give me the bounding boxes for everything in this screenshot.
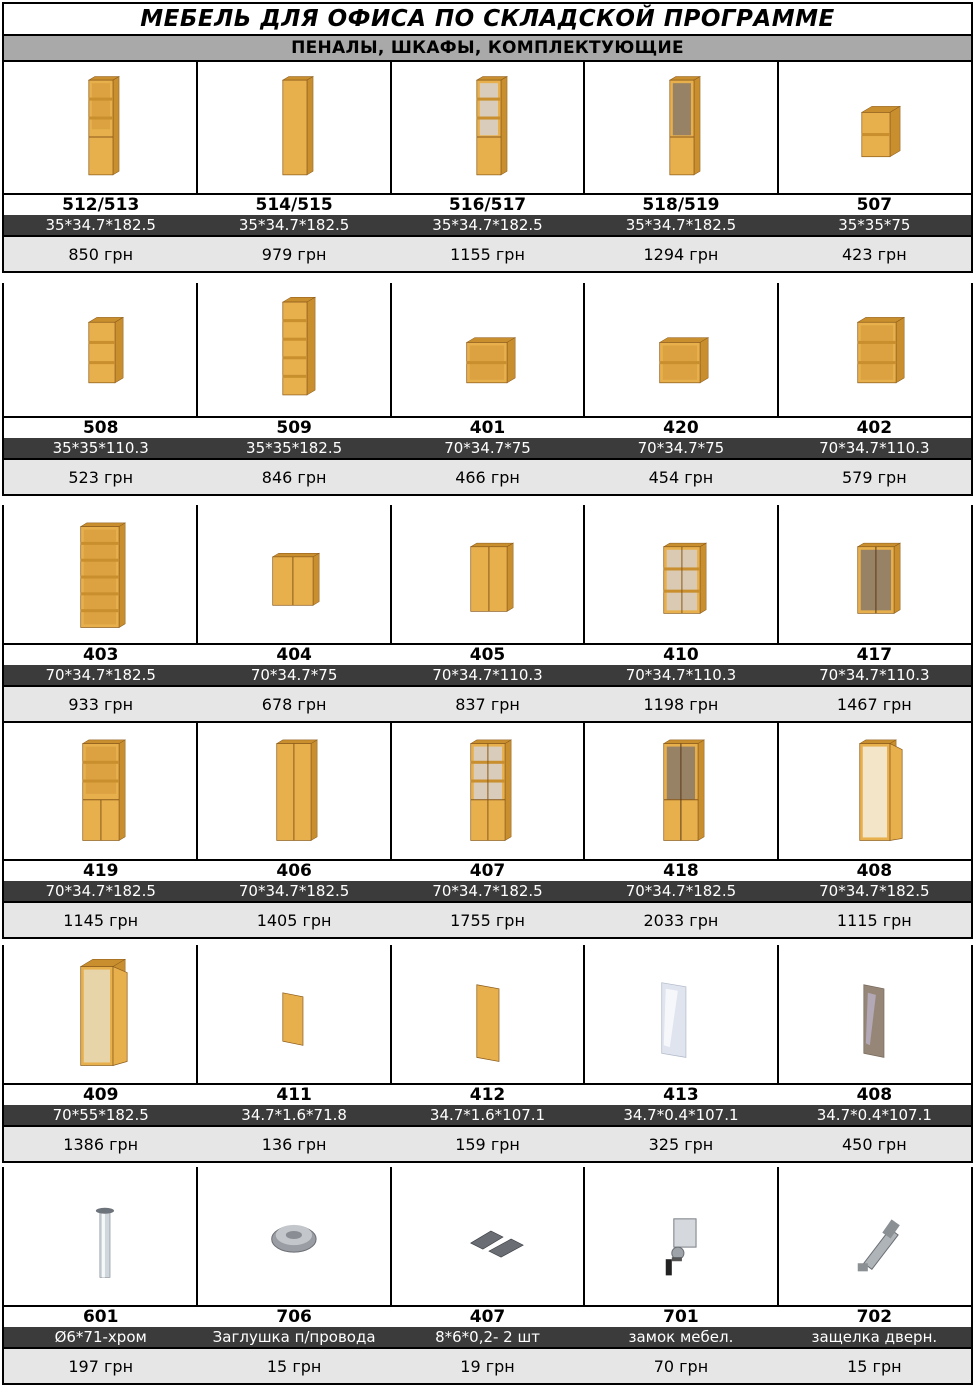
product-dimensions: замок мебел. [628, 1328, 734, 1346]
product-codes-row [4, 1083, 971, 1105]
product-dimensions-row [4, 1105, 971, 1125]
product-price: 15 грн [847, 1356, 902, 1376]
product-code: 601 [82, 1307, 119, 1327]
product-price: 678 грн [261, 694, 327, 714]
product-prices-row [4, 1347, 971, 1383]
furniture-lock-icon [585, 1167, 777, 1305]
product-dimensions: 35*34.7*182.5 [45, 216, 156, 234]
product-images-row [4, 283, 971, 416]
product-row-4 [2, 723, 973, 939]
product-price: 579 грн [842, 467, 907, 487]
product-images-row [4, 945, 971, 1083]
product-images-row [4, 723, 971, 859]
product-dimensions: 70*34.7*182.5 [432, 882, 543, 900]
chrome-leg-icon [4, 1167, 196, 1305]
product-dimensions: 35*35*75 [838, 216, 911, 234]
product-dimensions: 70*34.7*182.5 [238, 882, 350, 900]
product-image [4, 62, 196, 193]
cable-grommet-icon [198, 1167, 390, 1305]
product-dimensions: 8*6*0,2- 2 шт [435, 1328, 540, 1346]
product-prices-row [4, 235, 971, 271]
product-dimensions: 70*34.7*75 [444, 439, 531, 457]
product-image [392, 1167, 584, 1305]
product-image [198, 945, 390, 1083]
low-closed-cabinet-icon [198, 505, 390, 643]
tall-open-shelf-icon [4, 505, 196, 643]
product-dimensions: 70*34.7*110.3 [819, 439, 930, 457]
product-row-2 [2, 283, 973, 496]
product-image [4, 283, 196, 416]
product-dimensions: 34.7*1.6*71.8 [241, 1106, 347, 1124]
product-dimensions: Ø6*71-хром [54, 1328, 147, 1346]
product-code: 403 [82, 645, 119, 665]
door-latch-icon [779, 1167, 971, 1305]
product-price: 197 грн [68, 1356, 134, 1376]
product-code: 401 [469, 418, 506, 438]
product-image [392, 505, 584, 643]
product-code: 420 [663, 418, 699, 438]
product-code: 408 [856, 1085, 893, 1105]
product-image [392, 62, 584, 193]
product-dimensions: 34.7*1.6*107.1 [429, 1106, 546, 1124]
product-price: 136 грн [261, 1134, 327, 1154]
product-code: 518/519 [642, 195, 720, 215]
product-dimensions: 34.7*0.4*107.1 [623, 1106, 739, 1124]
tall-tinted-glass-wide-icon [585, 723, 777, 859]
medium-tinted-glass-cabinet-icon [779, 505, 971, 643]
product-image [585, 723, 777, 859]
tall-shelf-door-icon [4, 62, 196, 193]
product-code: 406 [276, 861, 312, 881]
product-code: 509 [276, 418, 312, 438]
product-dimensions: 35*34.7*182.5 [625, 216, 737, 234]
product-image [198, 505, 390, 643]
product-image [585, 62, 777, 193]
product-image [392, 283, 584, 416]
product-code: 409 [82, 1085, 119, 1105]
product-image [392, 723, 584, 859]
product-price: 1198 грн [643, 694, 719, 714]
product-price: 450 грн [842, 1134, 907, 1154]
product-price: 70 грн [653, 1356, 709, 1376]
product-dimensions: 70*34.7*182.5 [45, 666, 156, 684]
deep-wardrobe-icon [4, 945, 196, 1083]
product-row-1 [2, 62, 973, 273]
product-price: 1755 грн [450, 910, 525, 930]
wardrobe-open-icon [779, 723, 971, 859]
low-open-shelf-icon [392, 283, 584, 416]
product-image [585, 283, 777, 416]
product-image [198, 62, 390, 193]
product-dimensions: защелка дверн. [811, 1328, 938, 1346]
product-code: 706 [276, 1307, 312, 1327]
product-price: 2033 грн [643, 910, 719, 930]
product-code: 417 [856, 645, 893, 665]
product-image [585, 505, 777, 643]
product-price: 1386 грн [63, 1134, 139, 1154]
product-code: 702 [856, 1307, 893, 1327]
product-dimensions: 70*34.7*182.5 [819, 882, 930, 900]
product-code: 410 [663, 645, 699, 665]
product-image [198, 283, 390, 416]
product-code: 413 [663, 1085, 699, 1105]
product-image [779, 62, 971, 193]
tinted-glass-door-icon [779, 945, 971, 1083]
product-code: 512/513 [62, 195, 140, 215]
product-code: 508 [82, 418, 119, 438]
product-prices-row [4, 685, 971, 721]
product-prices-row [4, 901, 971, 937]
product-dimensions-row [4, 665, 971, 685]
medium-glass-cabinet-icon [585, 505, 777, 643]
product-code: 412 [469, 1085, 506, 1105]
product-image [779, 945, 971, 1083]
product-code: 701 [663, 1307, 699, 1327]
product-dimensions: 70*34.7*110.3 [625, 666, 737, 684]
product-dimensions: 35*35*182.5 [246, 439, 343, 457]
product-dimensions: 35*34.7*182.5 [238, 216, 350, 234]
product-images-row [4, 62, 971, 193]
product-images-row [4, 1167, 971, 1305]
product-code: 407 [469, 1307, 506, 1327]
product-dimensions: 35*34.7*182.5 [432, 216, 543, 234]
product-image [4, 723, 196, 859]
product-code: 408 [856, 861, 893, 881]
product-dimensions: 70*34.7*110.3 [819, 666, 930, 684]
product-price: 846 грн [261, 467, 327, 487]
product-image [392, 945, 584, 1083]
product-price: 1155 грн [450, 244, 525, 264]
product-price: 1145 грн [63, 910, 139, 930]
product-dimensions: Заглушка п/провода [212, 1328, 376, 1346]
product-image [585, 945, 777, 1083]
product-dimensions: 70*34.7*182.5 [625, 882, 737, 900]
product-price: 19 грн [460, 1356, 515, 1376]
low-open-shelf-icon [585, 283, 777, 416]
medium-closed-cabinet-icon [392, 505, 584, 643]
product-code: 405 [469, 645, 506, 665]
page-title: МЕБЕЛЬ ДЛЯ ОФИСА ПО СКЛАДСКОЙ ПРОГРАММЕ [2, 2, 973, 36]
product-price: 325 грн [648, 1134, 714, 1154]
tall-glass-wide-icon [392, 723, 584, 859]
product-image [198, 1167, 390, 1305]
product-price: 466 грн [455, 467, 520, 487]
product-dimensions-row [4, 438, 971, 458]
corner-shelf-medium-icon [4, 283, 196, 416]
product-dimensions: 34.7*0.4*107.1 [816, 1106, 932, 1124]
tall-shelf-door-wide-icon [4, 723, 196, 859]
product-dimensions-row [4, 215, 971, 235]
product-code: 507 [856, 195, 893, 215]
product-row-6 [2, 1167, 973, 1385]
product-code: 418 [663, 861, 699, 881]
medium-door-panel-icon [392, 945, 584, 1083]
product-image [198, 723, 390, 859]
product-image [4, 505, 196, 643]
product-image [4, 1167, 196, 1305]
product-dimensions-row [4, 881, 971, 901]
product-codes-row [4, 416, 971, 438]
product-image [779, 283, 971, 416]
product-image [779, 723, 971, 859]
product-dimensions: 70*34.7*75 [250, 666, 338, 684]
product-code: 419 [82, 861, 119, 881]
small-door-panel-icon [198, 945, 390, 1083]
product-code: 411 [276, 1085, 312, 1105]
product-code: 407 [469, 861, 506, 881]
product-price: 837 грн [455, 694, 520, 714]
product-prices-row [4, 1125, 971, 1161]
product-code: 402 [856, 418, 893, 438]
section-subtitle: ПЕНАЛЫ, ШКАФЫ, КОМПЛЕКТУЮЩИЕ [2, 36, 973, 62]
product-image [779, 1167, 971, 1305]
medium-open-shelf-icon [779, 283, 971, 416]
product-image [4, 945, 196, 1083]
product-dimensions: 70*34.7*182.5 [45, 882, 156, 900]
product-price: 933 грн [68, 694, 134, 714]
product-dimensions: 70*55*182.5 [52, 1106, 149, 1124]
tall-tinted-glass-icon [585, 62, 777, 193]
product-price: 454 грн [648, 467, 714, 487]
product-dimensions: 70*34.7*75 [637, 439, 725, 457]
product-codes-row [4, 643, 971, 665]
product-dimensions-row [4, 1327, 971, 1347]
product-row-3 [2, 505, 973, 723]
corner-shelf-small-icon [779, 62, 971, 193]
tall-closed-wide-icon [198, 723, 390, 859]
product-dimensions: 35*35*110.3 [52, 439, 149, 457]
product-price: 1115 грн [836, 910, 912, 930]
product-price: 1467 грн [836, 694, 912, 714]
product-code: 516/517 [448, 195, 527, 215]
product-image [585, 1167, 777, 1305]
product-price: 15 грн [266, 1356, 322, 1376]
metal-plates-icon [392, 1167, 584, 1305]
product-codes-row [4, 1305, 971, 1327]
product-price: 1294 грн [643, 244, 719, 264]
product-prices-row [4, 458, 971, 494]
product-price: 523 грн [68, 467, 134, 487]
product-price: 979 грн [261, 244, 327, 264]
product-price: 1405 грн [256, 910, 332, 930]
product-images-row [4, 505, 971, 643]
glass-door-icon [585, 945, 777, 1083]
product-code: 514/515 [255, 195, 333, 215]
tall-glass-door-icon [392, 62, 584, 193]
product-codes-row [4, 193, 971, 215]
product-code: 404 [276, 645, 312, 665]
tall-closed-cabinet-icon [198, 62, 390, 193]
product-dimensions: 70*34.7*110.3 [432, 666, 543, 684]
corner-shelf-tall-icon [198, 283, 390, 416]
product-price: 159 грн [455, 1134, 520, 1154]
product-image [779, 505, 971, 643]
product-row-5 [2, 945, 973, 1163]
product-price: 850 грн [68, 244, 134, 264]
product-price: 423 грн [842, 244, 907, 264]
product-codes-row [4, 859, 971, 881]
